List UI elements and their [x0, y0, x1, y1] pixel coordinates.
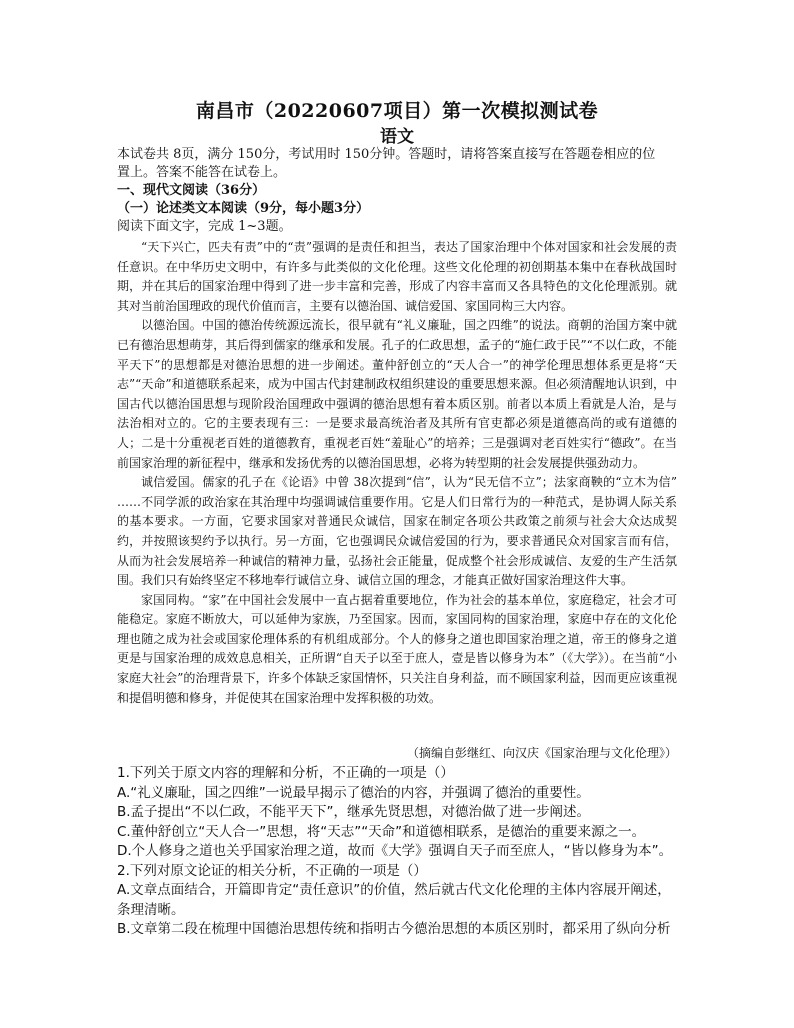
passage-paragraph: 家国同构。“家”在中国社会发展中一直占据着重要地位，作为社会的基本单位，家庭稳定，社会才可能稳定。家庭不断放大，可以延伸为家族，乃至国家。因而，家国同构的国家治理，家庭中存在的文化伦理也随之成为社会或国家伦理体系的有机组成部分。个人的修身之道也即国家治理之道，帝王的修身之道更是与国家治理的成效息息相关，正所谓“自天子以至于庶人，壹是皆以修身为本”（《大学》）。在当前“小家庭大社会”的治理背景下，许多个体缺乏家国情怀，只关注自身利益，而不顾国家利益，因而更应该重视和提倡明德和修身，并促使其在国家治理中发挥积极的功效。 [117, 592, 677, 705]
questions [117, 764, 677, 940]
passage-paragraph: 以德治国。中国的德治传统源远流长，很早就有“礼义廉耻，国之四维”的说法。商朝的治国方案中就已有德治思想萌芽，其后得到儒家的继承和发展。孔子的仁政思想，孟子的“施仁政于民”“不以仁政，不能平天下”的思想都是对德治思想的进一步阐述。董仲舒创立的“天人合一”的神学伦理思想体系更是将“天志”“天命”和道德联系起来，成为中国古代封建制政权组织建设的重要思想来源。但必须清醒地认识到，中国古代以德治国思想与现阶段治国理政中强调的德治思想有着本质区别。前者以本质上看就是人治，是与法治相对立的。它的主要表现有三：一是要求最高统治者及其所有官吏都必须是道德高尚的或有道德的人；二是十分重视老百姓的道德教育，重视老百姓“羞耻心”的培养；三是强调对老百姓实行“德政”。在当前国家治理的新征程中，继承和发扬优秀的以德治国思想，必将为转型期的社会发展提供强劲动力。 [117, 318, 677, 470]
question-2-option-a: A.文章点面结合，开篇即肯定“责任意识”的价值，然后就古代文化伦理的主体内容展开阐述， [117, 882, 671, 898]
subject-title: 语文 [380, 127, 414, 147]
question-1-stem: 1.下列关于原文内容的理解和分析，不正确的一项是（） [117, 765, 454, 781]
subsection-heading: （一）论述类文本阅读（9分，每小题3分） [117, 201, 370, 216]
instruction-line: 本试卷共 8页，满分 150分，考试用时 150分钟。答题时，请将答案直接写在答题卷相应的位 [117, 147, 656, 162]
passage-paragraph: 诚信爱国。儒家的孔子在《论语》中曾 38次提到“信”，认为“民无信不立”；法家商鞅的“立木为信” ……不同学派的政治家在其治理中均强调诚信重要作用。它是人们日常行为的一种范式，是协调人际关系的基本要求。一方面，它要求国家对普通民众诚信，国家在制定各项公共政策之前须与社会大众达成契约，并按照该契约予以执行。另一方面，它也强调民众诚信爱国的行为，要求普通民众对国家言而有信，从而为社会发展培养一种诚信的精神力量，弘扬社会正能量，促成整个社会形成诚信、友爱的生产生活氛围。我们只有始终坚定不移地奉行诚信立身、诚信立国的理念，才能真正做好国家治理这件大事。 [117, 475, 677, 588]
passage-source: （摘编自彭继红、向汉庆《国家治理与文化伦理》） [406, 746, 677, 760]
passage-paragraph: “天下兴亡，匹夫有责”中的“责”强调的是责任和担当，表达了国家治理中个体对国家和社会发展的责任意识。在中华历史文明中，有许多与此类似的文化伦理。这些文化伦理的初创期基本集中在春秋战国时期，并在其后的国家治理中得到了进一步丰富和完善，形成了内容丰富而又各具特色的文化伦理派别。就其对当前治国理政的现代价值而言，主要有以德治国、诚信爱国、家国同构三大内容。 [117, 240, 677, 313]
question-1-option-b: B.孟子提出“不以仁政，不能平天下”，继承先贤思想，对德治做了进一步阐述。 [117, 804, 591, 820]
question-1-option-c: C.董仲舒创立“天人合一”思想，将“天志”“天命”和道德相联系，是德治的重要来源之一。 [117, 823, 646, 840]
passage [117, 238, 677, 708]
instructions [117, 146, 677, 236]
instruction-line: 置上。答案不能答在试卷上。 [117, 165, 287, 180]
section-heading: 一、现代文阅读（36分） [117, 183, 266, 198]
question-1-option-d: D.个人修身之道也关乎国家治理之道，故而《大学》强调自天子而至庶人，“皆以修身为本”。 [117, 843, 673, 859]
question-2-option-a-continued: 条理清晰。 [117, 901, 185, 918]
question-2-stem: 2.下列对原文论证的相关分析，不正确的一项是（） [117, 862, 427, 879]
question-2-option-b: B.文章第二段在梳理中国德治思想传统和指明古今德治思想的本质区别时，都采用了纵向分析 [117, 921, 671, 937]
exam-title: 南昌市（20220607项目）第一次模拟测试卷 [195, 100, 599, 122]
reading-directions: 阅读下面文字，完成 1~3题。 [117, 219, 292, 234]
question-1-option-a: A.“礼义廉耻，国之四维”一说最早揭示了德治的内容，并强调了德治的重要性。 [117, 784, 590, 801]
